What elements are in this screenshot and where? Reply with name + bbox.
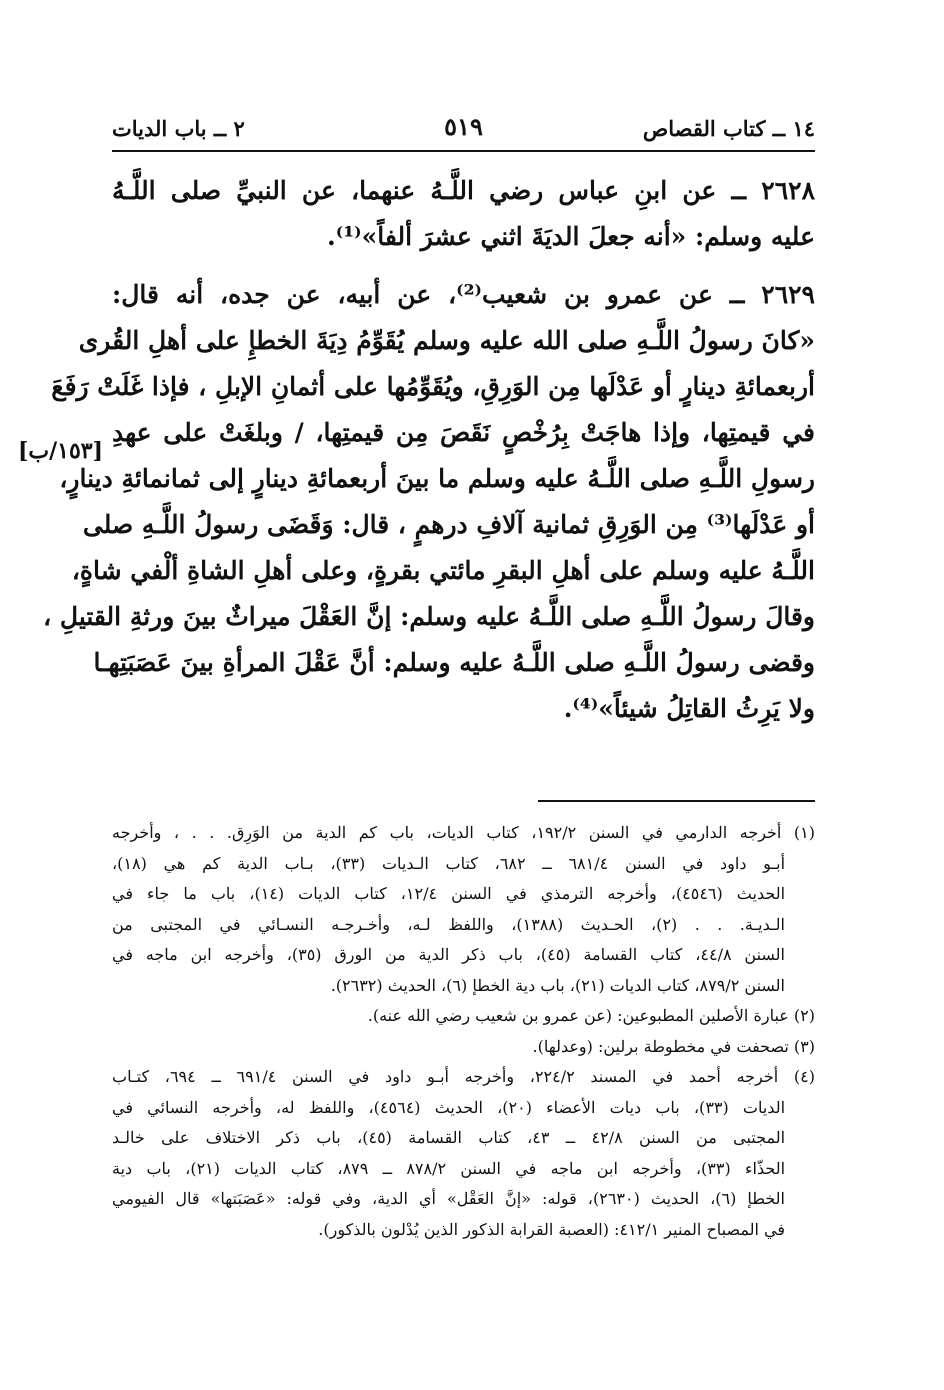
footnote-rule: [538, 800, 815, 802]
footnote-line: أبـو داود في السنن ٦٨١/٤ ــ ٦٨٢، كتاب الـديات (٣٣)، بـاب الدية كم هي (١٨)،: [112, 853, 786, 873]
header-rule: [112, 150, 815, 152]
text-line: وقضى رسولُ اللَّـهِ صلى اللَّـهُ عليه وسلم: أنَّ عَقْلَ المرأةِ بينَ عَصَبَتِهـا: [93, 648, 815, 677]
footnotes: [112, 818, 815, 1245]
footnote-line: (٤) أخرجه أحمد في المسند ٢٢٤/٢، وأخرجه أبـو داود في السنن ٦٩١/٤ ــ ٦٩٤، كتـاب: [112, 1067, 816, 1086]
manuscript-folio-note: [١٥٣/ب]: [18, 438, 104, 464]
footnote-line: السنن ٤٤/٨، كتاب القسامة (٤٥)، باب ذكر الدية من الورق (٣٥)، وأخرجه ابن ماجه في: [112, 945, 786, 964]
text-line: أربعمائةِ دينارٍ أو عَدْلَها مِن الوَرِقِ، ويُقَوِّمُها على أثمانِ الإبلِ ، فإذا غَلَتْ رَفَعَ: [51, 372, 815, 401]
footnote-line: (٢) عبارة الأصلين المطبوعين: (عن عمرو بن شعيب رضي الله عنه).: [367, 1006, 815, 1025]
text-line: ولا يَرِثُ القاتِلُ شيئاً»⁽⁴⁾.: [563, 694, 815, 723]
footnote-line: السنن ٨٧٩/٢، كتاب الديات (٢١)، باب دية الخطإ (٦)، الحديث (٢٦٣٢).: [330, 975, 785, 995]
footnote-line: الحذّاء (٣٣)، وأخرجه ابن ماجه في السنن ٨٧٨/٢ ــ ٨٧٩، كتاب الديات (٢١)، باب دية: [112, 1158, 786, 1178]
text-line: اللَّـهُ عليه وسلم على أهلِ البقرِ مائتي بقرةٍ، وعلى أهلِ الشاةِ ألْفي شاةٍ،: [71, 556, 815, 585]
text-line: رسولِ اللَّـهِ صلى اللَّـهُ عليه وسلم ما بينَ أربعمائةِ دينارٍ إلى ثمانمائةِ دينارٍ،: [59, 464, 815, 493]
page-header: [112, 112, 815, 148]
text-line: وقالَ رسولُ اللَّـهِ صلى اللَّـهُ عليه وسلم: إنَّ العَقْلَ ميراثٌ بينَ ورثةِ القتيلِ ،: [43, 602, 815, 631]
footnote-line: الـديـة. . . (٢)، الحـديث (١٣٨٨)، واللفظ لـه، وأخـرجـه النسـائي في المجتبى من: [112, 914, 785, 934]
text-line: عليه وسلم: «أنه جعلَ الديَةَ اثني عشرَ ألفاً»⁽¹⁾.: [327, 222, 815, 251]
text-line: «كانَ رسولُ اللَّـهِ صلى الله عليه وسلم يُقَوِّمُ دِيَةَ الخطإِ على أهلِ القُرى: [78, 326, 815, 355]
text-line: ٢٦٢٩ ــ عن عمرو بن شعيب⁽²⁾، عن أبيه، عن جده، أنه قال:: [112, 280, 815, 309]
footnote-line: في المصباح المنير ٤١٢/١: (العصبة القرابة الذكور الذين يُدْلون بالذكور).: [318, 1219, 785, 1239]
footnote-line: الديات (٣٣)، باب ديات الأعضاء (٢٠)، الحديث (٤٥٦٤)، واللفظ له، وأخرجه النسائي في: [112, 1097, 786, 1117]
section-title: ٢ ــ باب الديات: [112, 116, 245, 141]
footnote-line: المجتبى من السنن ٤٢/٨ ــ ٤٣، كتاب القسامة (٤٥)، باب ذكر الاختلاف على خالـد: [112, 1128, 786, 1147]
text-line: ٢٦٢٨ ــ عن ابنِ عباس رضي اللَّـهُ عنهما، عن النبيِّ صلى اللَّـهُ: [112, 176, 815, 205]
text-line: أو عَدْلَها⁽³⁾ مِن الوَرِقِ ثمانية آلافِ درهمٍ ، قال: وَقَضَى رسولُ اللَّـهِ صلى: [82, 510, 815, 539]
footnote-line: الحديث (٤٥٤٦)، وأخرجه الترمذي في السنن ١٢/٤، كتاب الديات (١٤)، باب ما جاء في: [112, 884, 786, 903]
chapter-title: ١٤ ــ كتاب القصاص: [642, 116, 815, 141]
footnote-line: (١) أخرجه الدارمي في السنن ١٩٢/٢، كتاب الديات، باب كم الدية من الوَرِق. . . ، وأخرجه: [112, 823, 816, 842]
footnote-line: (٣) تصحفت في مخطوطة برلين: (وعدلها).: [532, 1036, 815, 1056]
text-line: في قيمتِها، وإذا هاجَتْ بِرُخْصٍ نَقَصَ مِن قيمتِها، / وبلغَتْ على عهدِ: [112, 418, 815, 447]
footnote-line: الخطإ (٦)، الحديث (٢٦٣٠)، قوله: «إنَّ العَقْل» أي الدية، وفي قوله: «عَصَبَتها» قال الفيومي: [112, 1189, 786, 1208]
page-number: ٥١٩: [444, 112, 483, 141]
